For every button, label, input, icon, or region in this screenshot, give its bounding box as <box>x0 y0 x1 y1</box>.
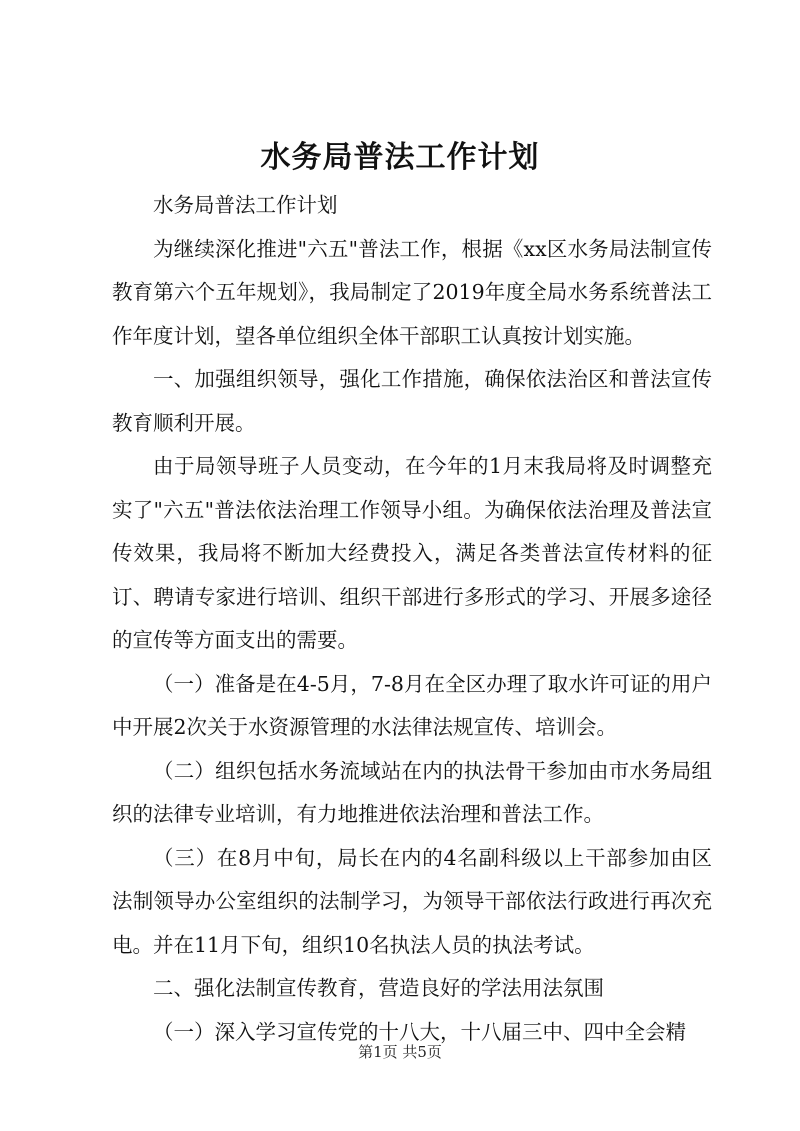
section-two-item-one-paragraph: （一）深入学习宣传党的十八大，十八届三中、四中全会精 <box>153 1019 686 1044</box>
page-number-footer: 第1页 共5页 <box>358 1043 442 1061</box>
section-one-paragraph: 由于局领导班子人员变动，在今年的1月末我局将及时调整充实了"六五"普法依法治理工作领导小组。为确保依法治理及普法宣传效果，我局将不断加大经费投入，满足各类普法宣传材料的征订、聘请专家进行培训、组织干部进行多形式的学习、开展多途径的宣传等方面支出的需要。 <box>112 454 712 652</box>
item-two-paragraph: （二）组织包括水务流域站在内的执法骨干参加由市水务局组织的法律专业培训，有力地推进依法治理和普法工作。 <box>112 758 712 826</box>
document-title: 水务局普法工作计划 <box>260 140 540 175</box>
item-one-paragraph: （一）准备是在4-5月，7-8月在全区办理了取水许可证的用户中开展2次关于水资源管理的水法律法规宣传、培训会。 <box>112 671 712 739</box>
subtitle-paragraph: 水务局普法工作计划 <box>153 193 338 217</box>
document-body <box>112 184 712 1054</box>
item-three-paragraph: （三）在8月中旬，局长在内的4名副科级以上干部参加由区法制领导办公室组织的法制学习，为领导干部依法行政进行再次充电。并在11月下旬，组织10名执法人员的执法考试。 <box>112 845 712 957</box>
section-two-heading: 二、强化法制宣传教育，营造良好的学法用法氛围 <box>153 976 604 1000</box>
section-one-heading: 一、加强组织领导，强化工作措施，确保依法治区和普法宣传教育顺利开展。 <box>112 367 712 435</box>
intro-paragraph: 为继续深化推进"六五"普法工作，根据《xx区水务局法制宣传教育第六个五年规划》，我局制定了2019年度全局水务系统普法工作年度计划，望各单位组织全体干部职工认真按计划实施。 <box>112 236 712 348</box>
